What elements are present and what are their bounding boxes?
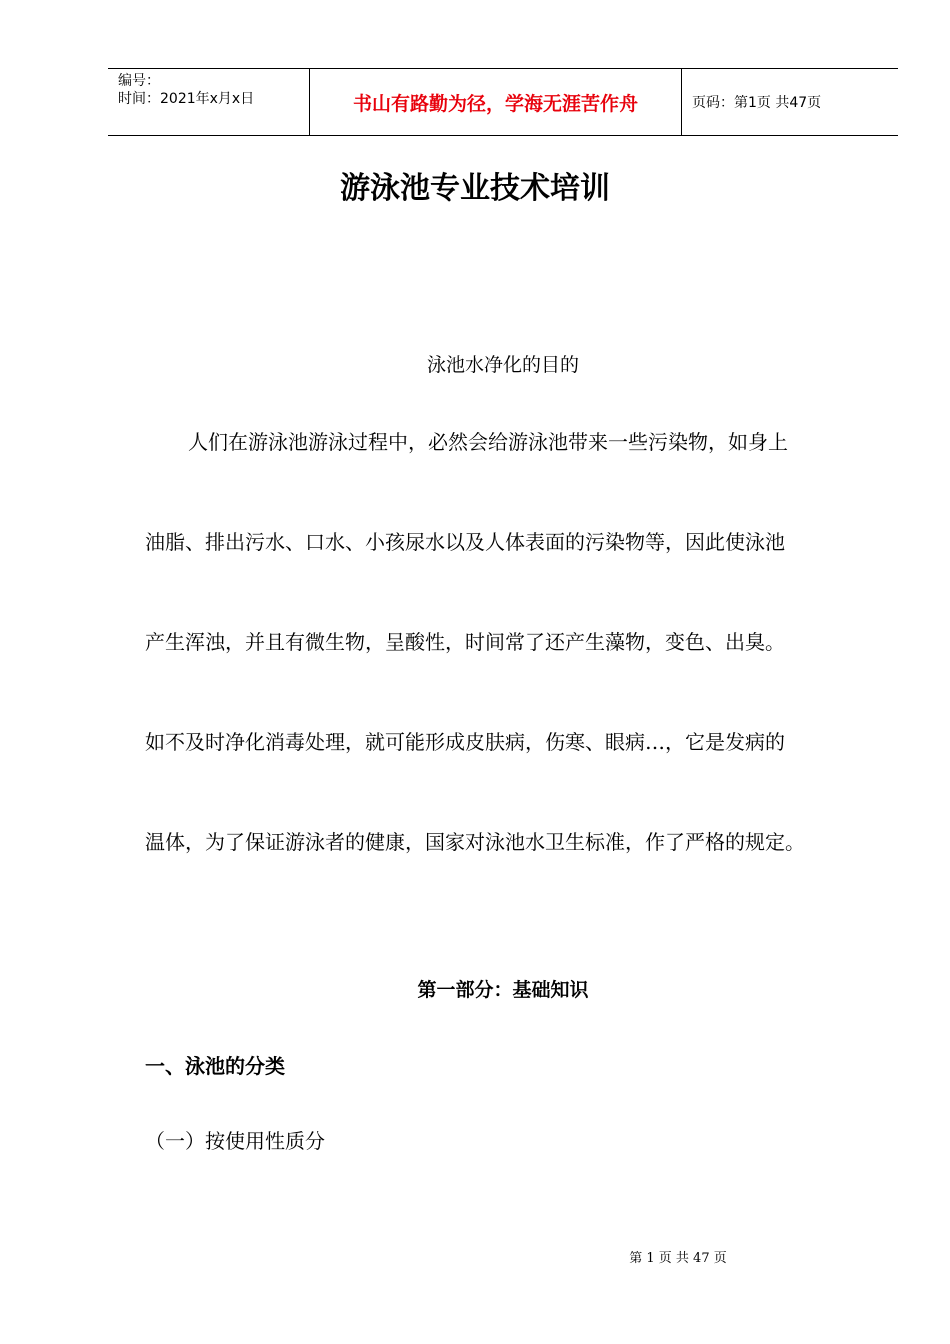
header-motto-cell [310, 69, 682, 135]
page-header [108, 68, 898, 136]
page-info: 页码：第1页 共47页 [692, 95, 822, 111]
time-label: 时间：2021年x月x日 [118, 91, 255, 107]
document-subtitle: 泳池水净化的目的 [426, 354, 579, 376]
paragraph-line: 产生浑浊，并且有微生物，呈酸性，时间常了还产生藻物，变色、出臭。 [145, 630, 785, 654]
motto-text: 书山有路勤为径，学海无涯苦作舟 [352, 92, 638, 115]
heading-level-2: （一）按使用性质分 [145, 1129, 325, 1153]
number-label: 编号： [118, 73, 160, 89]
heading-level-1: 一、泳池的分类 [145, 1054, 285, 1078]
header-page-cell [682, 69, 898, 135]
paragraph-line: 油脂、排出污水、口水、小孩尿水以及人体表面的污染物等，因此使泳池 [145, 530, 785, 554]
header-meta-cell [108, 69, 310, 135]
page-footer: 第 1 页 共 47 页 [629, 1251, 727, 1266]
paragraph-line: 人们在游泳池游泳过程中，必然会给游泳池带来一些污染物，如身上 [188, 430, 788, 454]
paragraph-line: 温体，为了保证游泳者的健康，国家对泳池水卫生标准，作了严格的规定。 [145, 830, 805, 854]
paragraph-line: 如不及时净化消毒处理，就可能形成皮肤病，伤寒、眼病…，它是发病的 [145, 730, 785, 754]
section-title: 第一部分：基础知识 [417, 979, 589, 1001]
document-title: 游泳池专业技术培训 [340, 171, 610, 206]
